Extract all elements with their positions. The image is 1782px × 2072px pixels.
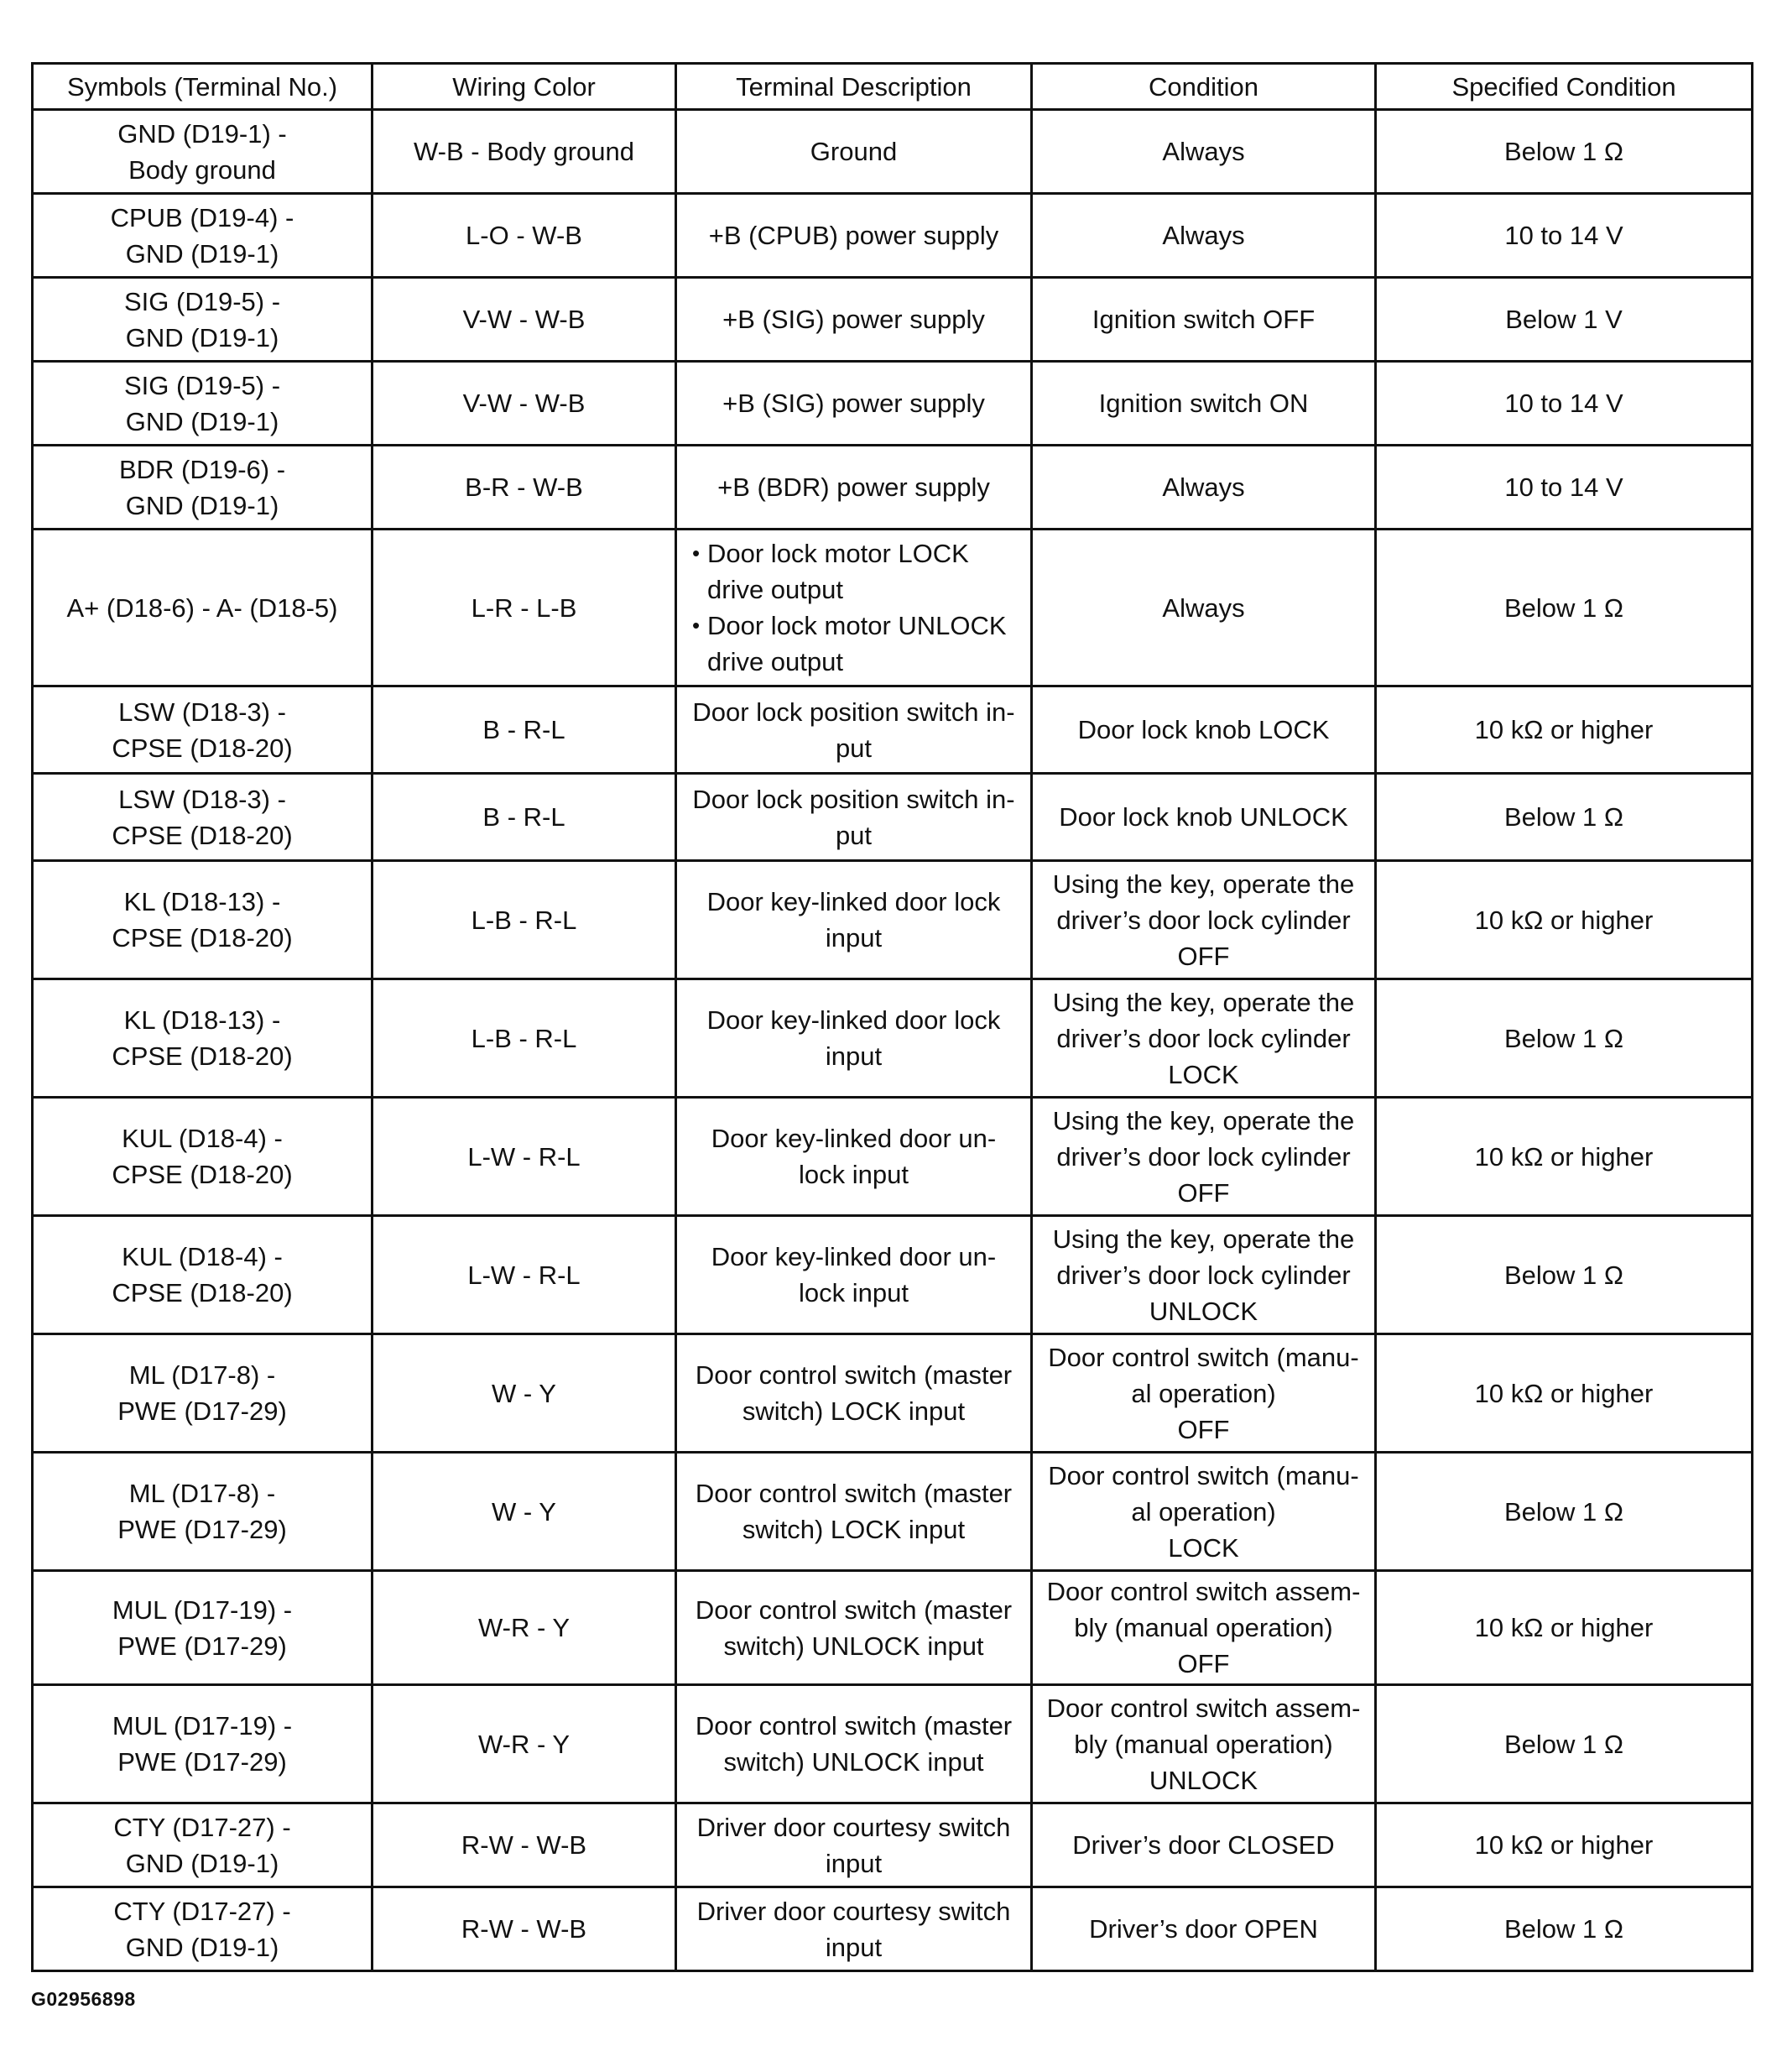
cell-specified-condition: 10 to 14 V: [1376, 446, 1753, 530]
table-row: [33, 686, 1753, 774]
cell-condition: Door lock knob UNLOCK: [1032, 774, 1376, 861]
bullet-icon: •: [692, 540, 701, 566]
cell-terminal-description: +B (SIG) power supply: [676, 278, 1032, 362]
cell-specified-condition: Below 1 Ω: [1376, 1887, 1753, 1971]
cell-terminal-description: Door key-linked door lock input: [676, 979, 1032, 1098]
cell-condition: Using the key, operate the driver’s door lock cylinder OFF: [1032, 1098, 1376, 1216]
cell-specified-condition: 10 kΩ or higher: [1376, 1334, 1753, 1453]
bullet-text: Door lock motor LOCK drive output: [707, 539, 969, 604]
header-specified-condition: Specified Condition: [1376, 64, 1753, 110]
table-row: [33, 1334, 1753, 1453]
cell-terminal-description: [676, 530, 1032, 686]
table-row: [33, 278, 1753, 362]
cell-symbols: CTY (D17-27) - GND (D19-1): [33, 1887, 373, 1971]
cell-condition: Door control switch (manu- al operation) OFF: [1032, 1334, 1376, 1453]
cell-wiring-color: L-W - R-L: [373, 1098, 676, 1216]
cell-terminal-description: Driver door courtesy switch input: [676, 1887, 1032, 1971]
cell-symbols: SIG (D19-5) - GND (D19-1): [33, 362, 373, 446]
cell-terminal-description: Door control switch (master switch) UNLOCK input: [676, 1571, 1032, 1685]
table-row: [33, 446, 1753, 530]
cell-terminal-description: Door key-linked door un- lock input: [676, 1098, 1032, 1216]
cell-specified-condition: 10 kΩ or higher: [1376, 1098, 1753, 1216]
cell-condition: Ignition switch ON: [1032, 362, 1376, 446]
bullet-icon: •: [692, 613, 701, 638]
cell-terminal-description: +B (CPUB) power supply: [676, 194, 1032, 278]
table-row: [33, 1685, 1753, 1803]
cell-symbols: SIG (D19-5) - GND (D19-1): [33, 278, 373, 362]
cell-terminal-description: +B (BDR) power supply: [676, 446, 1032, 530]
cell-symbols: GND (D19-1) - Body ground: [33, 110, 373, 194]
cell-specified-condition: Below 1 Ω: [1376, 1216, 1753, 1334]
table-row: [33, 774, 1753, 861]
cell-condition: Using the key, operate the driver’s door lock cylinder UNLOCK: [1032, 1216, 1376, 1334]
cell-wiring-color: B - R-L: [373, 774, 676, 861]
cell-terminal-description: +B (SIG) power supply: [676, 362, 1032, 446]
cell-wiring-color: R-W - W-B: [373, 1887, 676, 1971]
cell-terminal-description: Door control switch (master switch) LOCK input: [676, 1334, 1032, 1453]
cell-condition: Always: [1032, 530, 1376, 686]
cell-condition: Using the key, operate the driver’s door lock cylinder LOCK: [1032, 979, 1376, 1098]
cell-condition: Driver’s door OPEN: [1032, 1887, 1376, 1971]
bullet-item: [692, 608, 1022, 680]
table-row: [33, 530, 1753, 686]
cell-condition: Always: [1032, 446, 1376, 530]
header-wiring-color: Wiring Color: [373, 64, 676, 110]
cell-condition: Door control switch (manu- al operation) LOCK: [1032, 1453, 1376, 1571]
cell-specified-condition: 10 kΩ or higher: [1376, 686, 1753, 774]
cell-specified-condition: Below 1 Ω: [1376, 1453, 1753, 1571]
cell-wiring-color: L-R - L-B: [373, 530, 676, 686]
cell-symbols: KL (D18-13) - CPSE (D18-20): [33, 861, 373, 979]
cell-specified-condition: 10 kΩ or higher: [1376, 1571, 1753, 1685]
header-terminal-description: Terminal Description: [676, 64, 1032, 110]
cell-wiring-color: L-O - W-B: [373, 194, 676, 278]
cell-wiring-color: V-W - W-B: [373, 362, 676, 446]
cell-symbols: MUL (D17-19) - PWE (D17-29): [33, 1685, 373, 1803]
cell-wiring-color: W - Y: [373, 1334, 676, 1453]
figure-code: G02956898: [31, 1988, 136, 2010]
cell-symbols: LSW (D18-3) - CPSE (D18-20): [33, 686, 373, 774]
bullet-text: Door lock motor UNLOCK drive output: [707, 611, 1007, 676]
cell-terminal-description: Door control switch (master switch) LOCK input: [676, 1453, 1032, 1571]
terminal-spec-sheet: [31, 62, 1751, 1972]
cell-specified-condition: Below 1 Ω: [1376, 110, 1753, 194]
table-row: [33, 1098, 1753, 1216]
cell-specified-condition: 10 kΩ or higher: [1376, 861, 1753, 979]
cell-wiring-color: L-B - R-L: [373, 979, 676, 1098]
cell-condition: Door control switch assem- bly (manual operation) OFF: [1032, 1571, 1376, 1685]
cell-specified-condition: Below 1 Ω: [1376, 979, 1753, 1098]
cell-condition: Always: [1032, 110, 1376, 194]
cell-wiring-color: R-W - W-B: [373, 1803, 676, 1887]
cell-specified-condition: 10 to 14 V: [1376, 194, 1753, 278]
table-row: [33, 362, 1753, 446]
cell-wiring-color: B - R-L: [373, 686, 676, 774]
table-row: [33, 1571, 1753, 1685]
cell-symbols: ML (D17-8) - PWE (D17-29): [33, 1334, 373, 1453]
cell-terminal-description: Door key-linked door lock input: [676, 861, 1032, 979]
table-row: [33, 194, 1753, 278]
cell-symbols: BDR (D19-6) - GND (D19-1): [33, 446, 373, 530]
cell-symbols: MUL (D17-19) - PWE (D17-29): [33, 1571, 373, 1685]
cell-terminal-description: Door lock position switch in- put: [676, 774, 1032, 861]
cell-condition: Always: [1032, 194, 1376, 278]
cell-specified-condition: 10 kΩ or higher: [1376, 1803, 1753, 1887]
cell-wiring-color: W - Y: [373, 1453, 676, 1571]
cell-terminal-description: Driver door courtesy switch input: [676, 1803, 1032, 1887]
cell-condition: Door control switch assem- bly (manual operation) UNLOCK: [1032, 1685, 1376, 1803]
cell-wiring-color: W-R - Y: [373, 1685, 676, 1803]
header-symbols: Symbols (Terminal No.): [33, 64, 373, 110]
terminal-spec-table: [31, 62, 1753, 1972]
cell-symbols: KUL (D18-4) - CPSE (D18-20): [33, 1098, 373, 1216]
table-row: [33, 1803, 1753, 1887]
cell-symbols: LSW (D18-3) - CPSE (D18-20): [33, 774, 373, 861]
cell-condition: Driver’s door CLOSED: [1032, 1803, 1376, 1887]
cell-symbols: A+ (D18-6) - A- (D18-5): [33, 530, 373, 686]
cell-symbols: CTY (D17-27) - GND (D19-1): [33, 1803, 373, 1887]
table-row: [33, 110, 1753, 194]
table-row: [33, 1887, 1753, 1971]
cell-wiring-color: W-B - Body ground: [373, 110, 676, 194]
cell-symbols: CPUB (D19-4) - GND (D19-1): [33, 194, 373, 278]
table-row: [33, 979, 1753, 1098]
table-body: [33, 110, 1753, 1971]
cell-specified-condition: Below 1 Ω: [1376, 1685, 1753, 1803]
table-row: [33, 1453, 1753, 1571]
cell-specified-condition: Below 1 Ω: [1376, 530, 1753, 686]
cell-wiring-color: B-R - W-B: [373, 446, 676, 530]
cell-symbols: ML (D17-8) - PWE (D17-29): [33, 1453, 373, 1571]
cell-wiring-color: L-W - R-L: [373, 1216, 676, 1334]
bullet-item: [692, 535, 1022, 608]
cell-terminal-description: Ground: [676, 110, 1032, 194]
cell-terminal-description: Door key-linked door un- lock input: [676, 1216, 1032, 1334]
cell-terminal-description: Door lock position switch in- put: [676, 686, 1032, 774]
cell-wiring-color: W-R - Y: [373, 1571, 676, 1685]
cell-condition: Door lock knob LOCK: [1032, 686, 1376, 774]
cell-specified-condition: Below 1 Ω: [1376, 774, 1753, 861]
cell-symbols: KUL (D18-4) - CPSE (D18-20): [33, 1216, 373, 1334]
cell-wiring-color: V-W - W-B: [373, 278, 676, 362]
table-row: [33, 861, 1753, 979]
cell-terminal-description: Door control switch (master switch) UNLOCK input: [676, 1685, 1032, 1803]
cell-condition: Ignition switch OFF: [1032, 278, 1376, 362]
cell-symbols: KL (D18-13) - CPSE (D18-20): [33, 979, 373, 1098]
header-condition: Condition: [1032, 64, 1376, 110]
cell-condition: Using the key, operate the driver’s door lock cylinder OFF: [1032, 861, 1376, 979]
table-row: [33, 1216, 1753, 1334]
cell-specified-condition: Below 1 V: [1376, 278, 1753, 362]
table-header-row: [33, 64, 1753, 110]
cell-wiring-color: L-B - R-L: [373, 861, 676, 979]
cell-specified-condition: 10 to 14 V: [1376, 362, 1753, 446]
